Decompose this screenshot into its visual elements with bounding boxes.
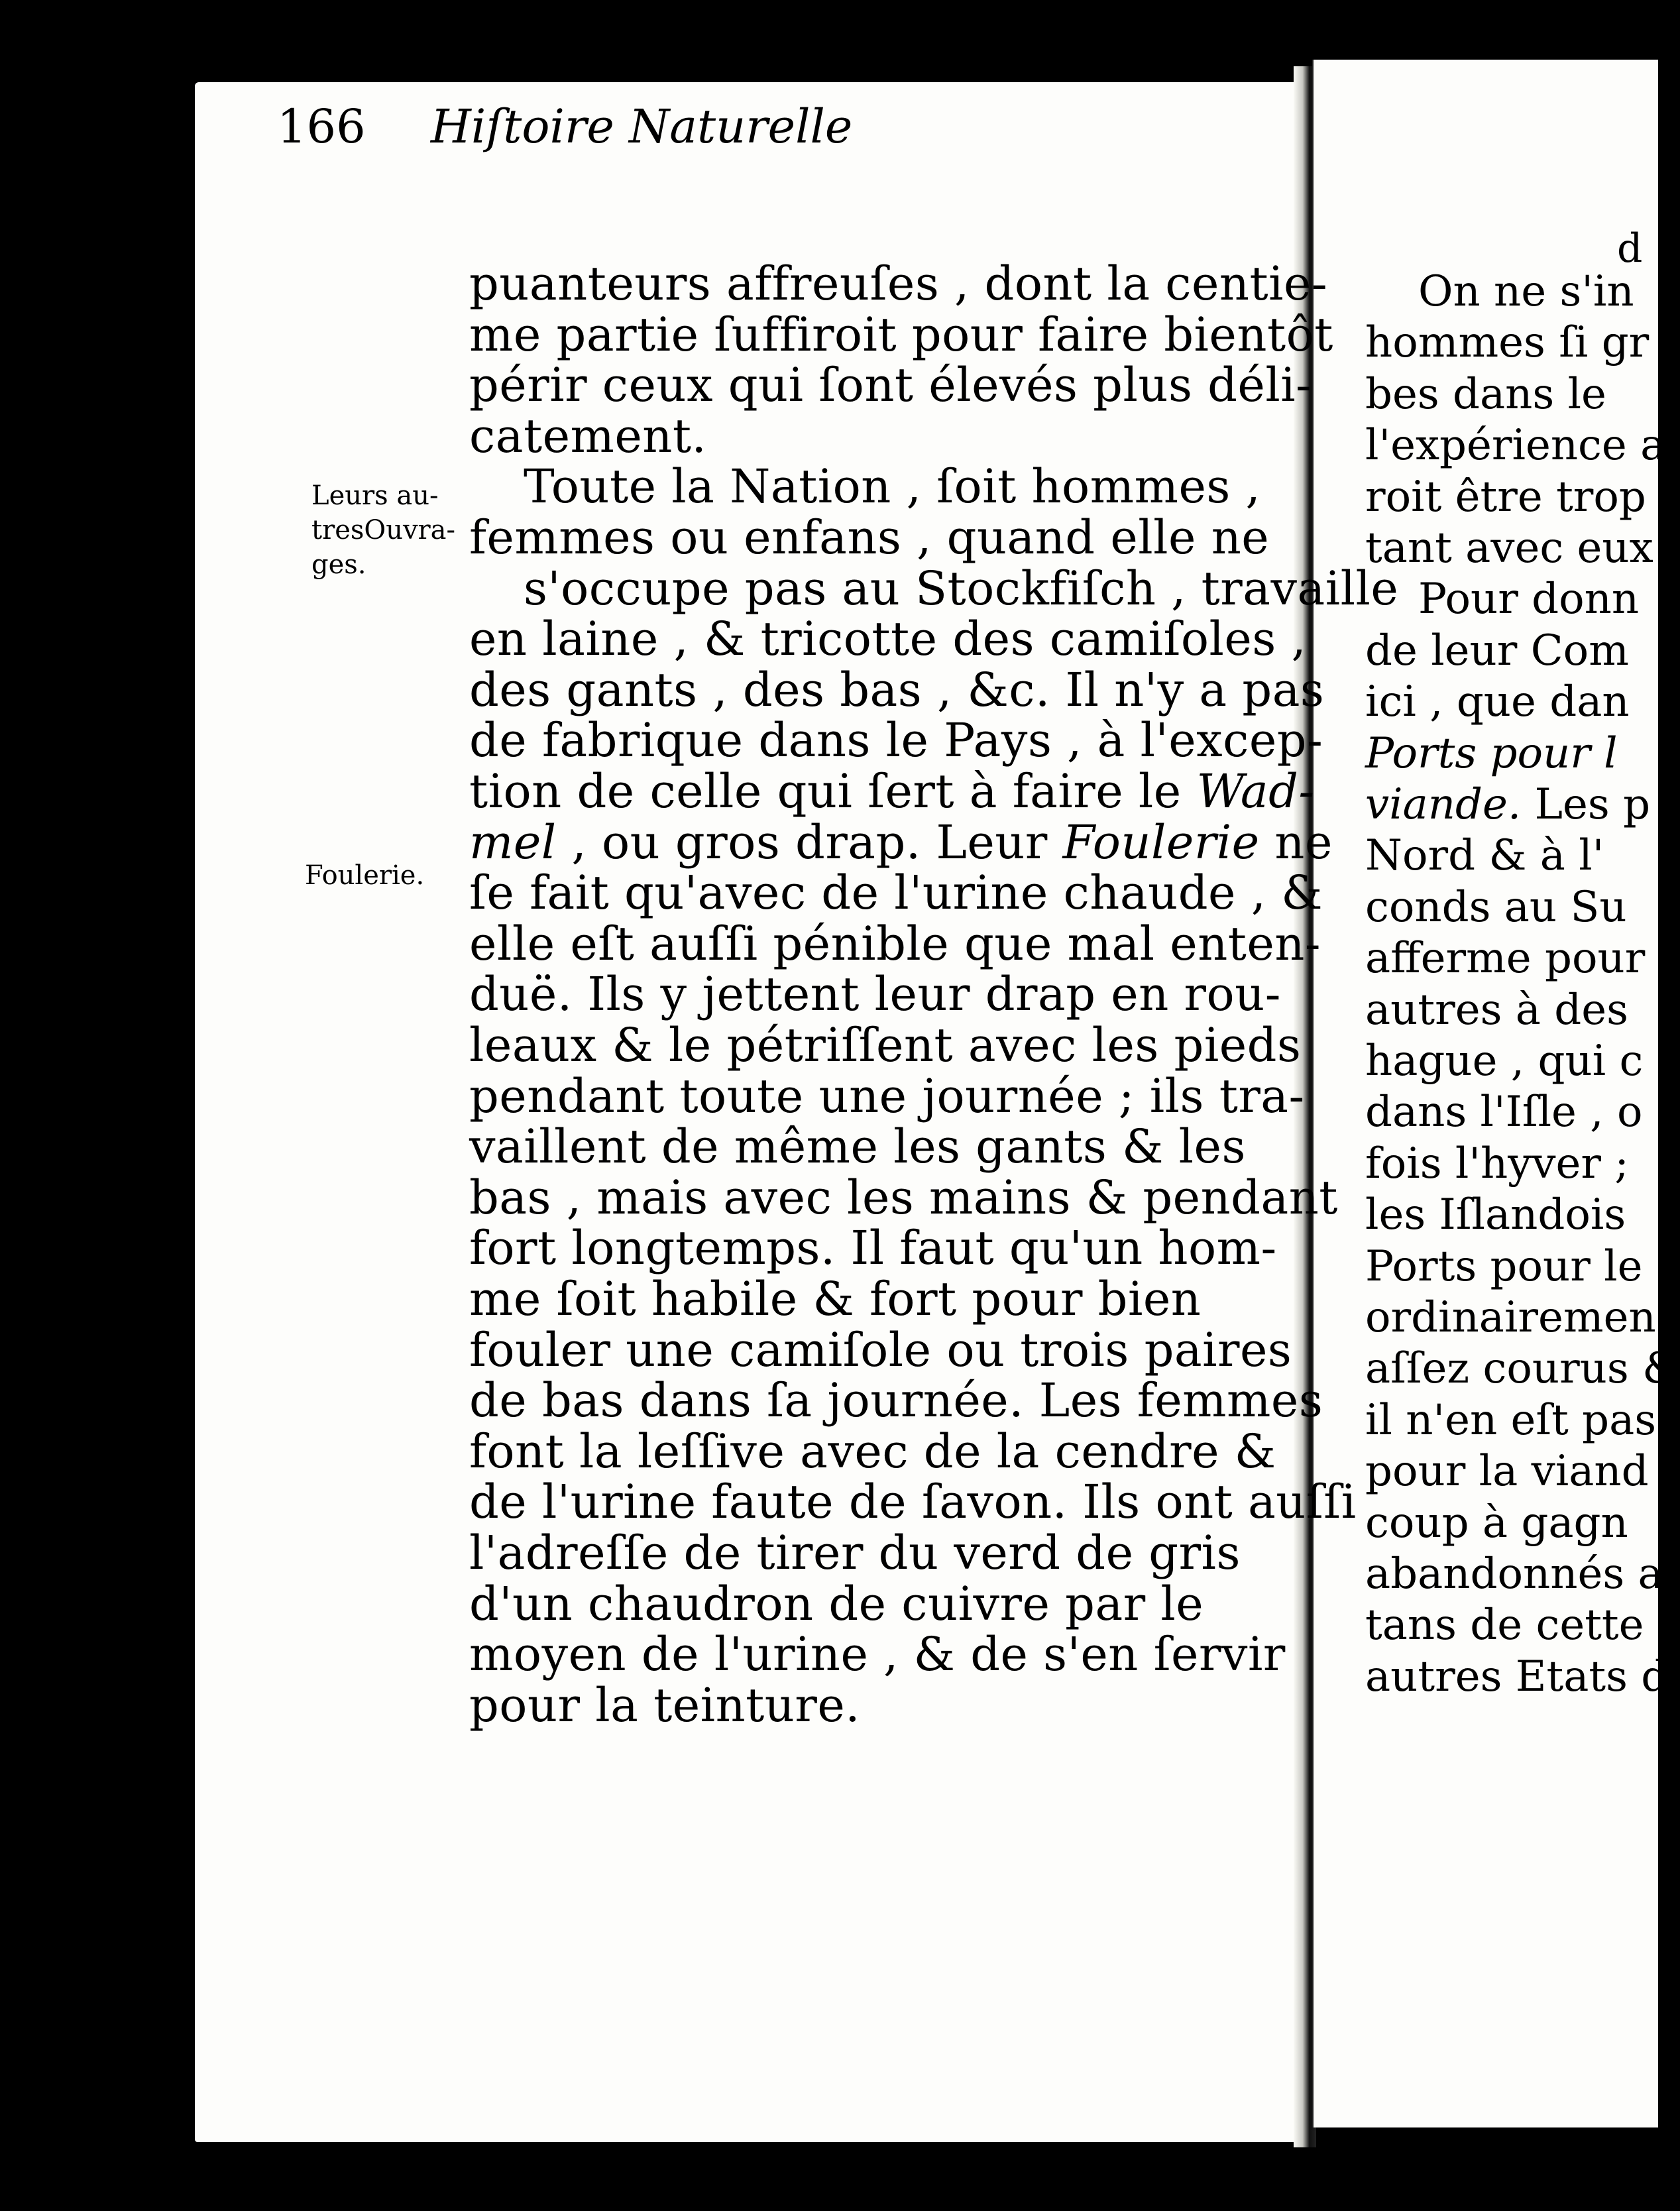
text-line: catement.: [469, 408, 707, 463]
text-line: Pour donn: [1418, 575, 1640, 624]
text-line: tans de cette: [1365, 1601, 1644, 1650]
text-line: dans l'Iſle , o: [1365, 1088, 1643, 1137]
text-line: mel , ou gros drap. Leur Foulerie ne: [469, 815, 1333, 870]
text-line: tant avec eux: [1365, 524, 1653, 573]
right-page-header-mark: d: [1617, 225, 1643, 272]
text-line: abandonnés a: [1365, 1550, 1663, 1599]
text-line: en laine , & tricotte des camiſoles ,: [469, 612, 1307, 667]
text-line: me partie ſuffiroit pour faire bientôt: [469, 307, 1333, 362]
text-line: autres Etats d: [1365, 1652, 1669, 1701]
text-line: hague , qui c: [1365, 1037, 1644, 1086]
text-line: il n'en eſt pas: [1365, 1395, 1657, 1445]
text-line: de bas dans ſa journée. Les femmes: [469, 1373, 1323, 1428]
text-line: fouler une camiſole ou trois paires: [469, 1322, 1292, 1377]
text-line: Toute la Nation , ſoit hommes ,: [524, 459, 1261, 514]
text-line: périr ceux qui ſont élevés plus déli-: [469, 358, 1312, 413]
text-line: pour la viand: [1365, 1447, 1649, 1497]
text-line: de l'urine faute de ſavon. Ils ont auſſi: [469, 1475, 1357, 1530]
text-line: duë. Ils y jettent leur drap en rou-: [469, 967, 1281, 1022]
text-line: les Iſlandois: [1365, 1190, 1626, 1240]
text-line: bas , mais avec les mains & pendant: [469, 1170, 1338, 1225]
text-line: viande. Les p: [1365, 780, 1651, 829]
text-line: tion de celle qui ſert à faire le Wad-: [469, 764, 1315, 819]
text-line: puanteurs affreuſes , dont la centie-: [469, 256, 1328, 311]
text-line: bes dans le: [1365, 369, 1606, 419]
text-line: afferme pour: [1365, 934, 1646, 984]
text-line: Ports pour le: [1365, 1241, 1643, 1291]
text-line: femmes ou enfans , quand elle ne: [469, 510, 1270, 565]
text-line: conds au Su: [1365, 882, 1627, 932]
text-line: des gants , des bas , &c. Il n'y a pas: [469, 662, 1325, 717]
text-line: pour la teinture.: [469, 1677, 860, 1732]
text-line: vaillent de même les gants & les: [469, 1119, 1246, 1174]
text-line: s'occupe pas au Stockfiſch , travaille: [524, 561, 1399, 616]
text-line: pendant toute une journée ; ils tra-: [469, 1068, 1305, 1123]
text-line: leaux & le pétriſſent avec les pieds: [469, 1018, 1302, 1072]
text-line: aſſez courus &: [1365, 1344, 1680, 1394]
text-line: ordinairemen: [1365, 1293, 1656, 1342]
text-line: Ports pour l: [1365, 728, 1618, 778]
text-line: hommes ſi gr: [1365, 318, 1650, 368]
text-line: Nord & à l': [1365, 831, 1604, 881]
text-line: fois l'hyver ;: [1365, 1139, 1629, 1188]
text-line: font la leſſive avec de la cendre &: [469, 1424, 1276, 1479]
text-line: roit être trop: [1365, 472, 1646, 522]
running-header: [277, 99, 1072, 159]
text-line: de leur Com: [1365, 626, 1629, 675]
text-line: l'expérience a: [1365, 421, 1666, 471]
margin-note-foulerie: Foulerie.: [305, 860, 425, 891]
text-line: On ne s'in: [1418, 267, 1634, 316]
text-line: d'un chaudron de cuivre par le: [469, 1576, 1204, 1631]
text-line: autres à des: [1365, 985, 1628, 1035]
text-line: de fabrique dans le Pays , à l'excep-: [469, 713, 1323, 768]
text-line: l'adreſſe de tirer du verd de gris: [469, 1526, 1241, 1580]
text-line: me ſoit habile & fort pour bien: [469, 1272, 1202, 1326]
text-line: elle eſt auſſi pénible que mal enten-: [469, 916, 1321, 971]
text-line: coup à gagn: [1365, 1498, 1628, 1548]
running-head-title: Hiſtoire Naturelle: [430, 99, 853, 154]
text-line: ſe fait qu'avec de l'urine chaude , &: [469, 866, 1323, 921]
text-line: moyen de l'urine , & de s'en ſervir: [469, 1627, 1286, 1682]
text-line: fort longtemps. Il faut qu'un hom-: [469, 1221, 1277, 1276]
margin-note-ouvrages: Leurs au- tresOuvra- ges.: [311, 481, 456, 580]
text-line: ici , que dan: [1365, 677, 1630, 727]
page-number: 166: [277, 99, 366, 154]
